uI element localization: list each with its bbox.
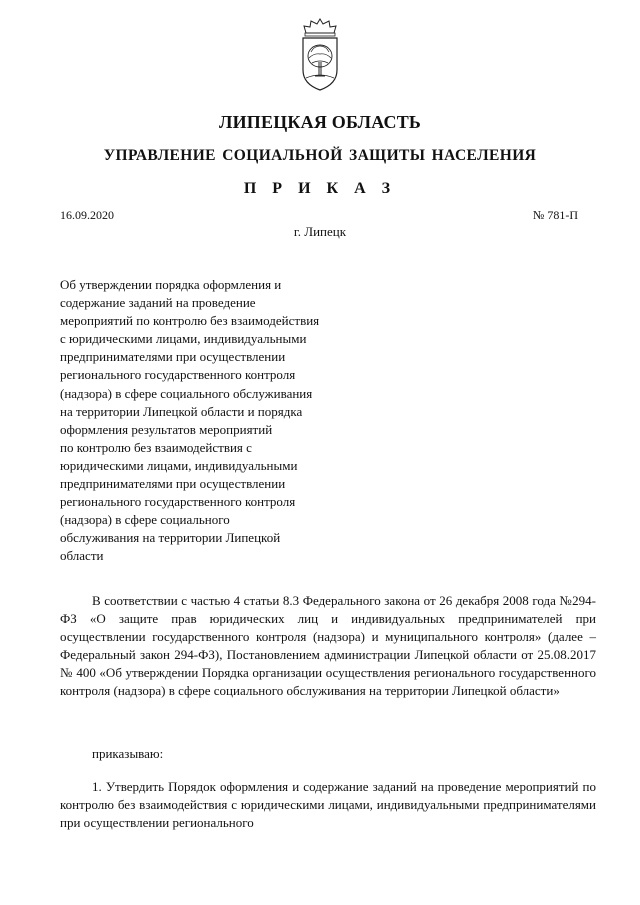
document-date: 16.09.2020 (60, 208, 114, 222)
subject-line: содержание заданий на проведение (60, 295, 256, 311)
subject-line: регионального государственного контроля (60, 367, 296, 383)
region-title: ЛИПЕЦКАЯ ОБЛАСТЬ (218, 112, 422, 132)
department-title: УПРАВЛЕНИЕ СОЦИАЛЬНОЙ ЗАЩИТЫ НАСЕЛЕНИЯ (103, 147, 537, 164)
subject-line: Об утверждении порядка оформления и (60, 277, 282, 292)
subject-line: (надзора) в сфере социального (60, 512, 230, 528)
subject-line: обслуживания на территории Липецкой (60, 530, 281, 546)
subject-line: мероприятий по контролю без взаимодействия (60, 313, 320, 329)
subject-line: с юридическими лицами, индивидуальными (60, 331, 307, 347)
document-type: П Р И К А З (243, 180, 397, 197)
document-subject (60, 276, 380, 566)
document-city: г. Липецк (293, 224, 347, 239)
document-number: № 781-П (532, 208, 578, 222)
command-word: приказываю: (92, 746, 164, 761)
preamble-paragraph: В соответствии с частью 4 статьи 8.3 Федерального закона от 26 декабря 2008 года №294-ФЗ «О защите прав юридических лиц и индивидуальных предпринимателей при осуществлении государственного контроля (надзора) и муниципального контроля» (далее – Федеральный закон 294-ФЗ), Постановлением администрации Липецкой области от 25.08.2017 № 400 «Об утверждении Порядка организации осуществления регионального государственного контроля (надзора) в сфере социального обслуживания на территории Липецкой области» (60, 593, 596, 699)
subject-line: оформления результатов мероприятий (60, 421, 273, 437)
subject-line: предпринимателями при осуществлении (60, 349, 286, 365)
subject-line: по контролю без взаимодействия с (60, 439, 252, 455)
subject-line: области (60, 548, 104, 564)
subject-line: предпринимателями при осуществлении (60, 476, 286, 492)
coat-of-arms-emblem (300, 18, 340, 92)
subject-line: на территории Липецкой области и порядка (60, 403, 303, 419)
subject-line: (надзора) в сфере социального обслуживания (60, 385, 313, 401)
subject-line: регионального государственного контроля (60, 494, 296, 510)
order-item-1: 1. Утвердить Порядок оформления и содержание заданий на проведение мероприятий по контролю без взаимодействия с юридическими лицами, индивидуальными предпринимателями при осуществлении регионального (60, 779, 596, 831)
subject-line: юридическими лицами, индивидуальными (60, 457, 298, 473)
